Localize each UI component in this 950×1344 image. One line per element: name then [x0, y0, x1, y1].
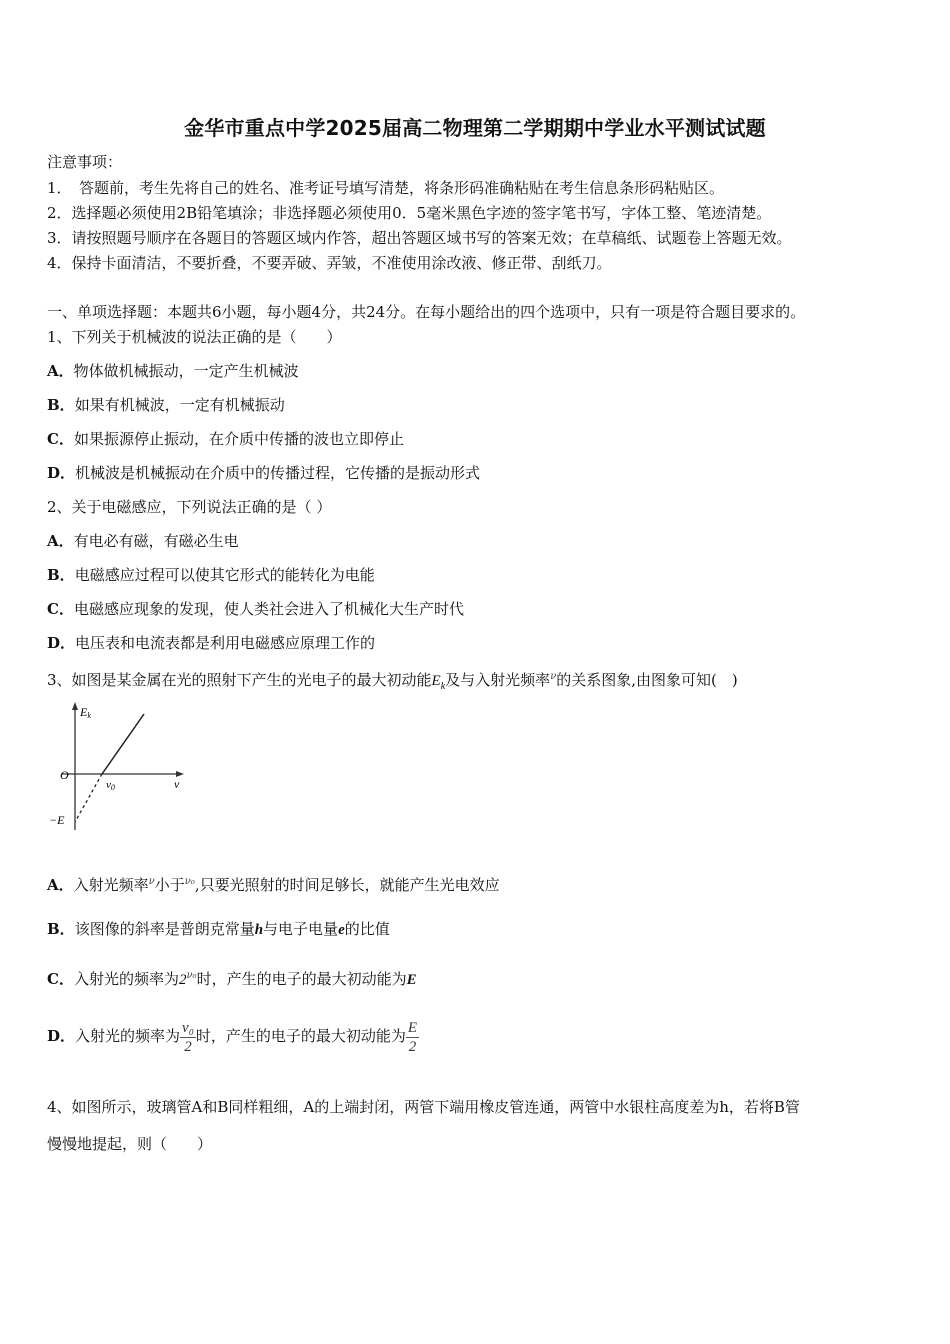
question-4-stem-line-1: 4、如图所示，玻璃管A和B同样粗细，A的上端封闭，两管下端用橡皮管连通，两管中水银柱高度差为h，若将B管	[47, 1098, 800, 1116]
option-label: D．	[47, 634, 76, 652]
question-3-option-b: B．该图像的斜率是普朗克常量h与电子电量e的比值	[47, 920, 390, 938]
ek-symbol: $E_k$	[431, 673, 446, 692]
intercept-label: ν0	[106, 779, 115, 792]
question-2-option-b	[47, 565, 910, 585]
x-axis-label: ν	[174, 777, 180, 791]
option-text: 物体做机械振动，一定产生机械波	[73, 362, 299, 380]
y-axis-label: Ek	[80, 705, 91, 720]
question-2-stem: 2、关于电磁感应，下列说法正确的是（ ）	[47, 498, 332, 516]
option-text: 如果有机械波，一定有机械振动	[74, 396, 285, 414]
question-2-option-d	[47, 633, 910, 653]
nu-symbol: ν	[148, 876, 155, 887]
page-title: 金华市重点中学2025届高二物理第二学期期中学业水平测试试题	[184, 116, 766, 140]
nu0-half-fraction: $\frac{\text{ν₀}}{2}$	[182, 1019, 194, 1055]
ek-line	[102, 714, 144, 774]
notice-item-1: 1． 答题前，考生先将自己的姓名、准考证号填写清楚，将条形码准确粘贴在考生信息条形码粘贴区。	[47, 179, 725, 197]
question-1-option-b	[47, 395, 910, 415]
ek-line-extension	[75, 774, 102, 822]
question-3-option-c: C．入射光的频率为$2^{\nu_0}$时，产生的电子的最大初动能为E	[47, 970, 417, 988]
notice-item-2: 2．选择题必须使用2B铅笔填涂；非选择题必须使用0．5毫米黑色字迹的签字笔书写，字体工整、笔迹清楚。	[47, 204, 772, 222]
option-text: 如果振源停止振动，在介质中传播的波也立即停止	[73, 430, 404, 448]
question-3-stem: 3、如图是某金属在光的照射下产生的光电子的最大初动能$E_k$及与入射光频率$^\nu$的关系图象,由图象可知( )	[47, 671, 738, 692]
question-1-option-c	[47, 429, 910, 449]
photoelectric-graph	[44, 700, 194, 835]
question-2-option-a	[47, 531, 910, 551]
question-3-option-d: D．入射光的频率为 $\frac{\text{ν₀}}{2}$ 时，产生的电子的最大初动能为 $\frac{E}{2}$	[47, 1019, 418, 1055]
nu0-symbol: ν₀	[186, 970, 197, 981]
option-label: C．	[47, 600, 74, 618]
nu0-symbol: ν₀	[184, 876, 195, 887]
option-label: C．	[47, 430, 74, 448]
nu-symbol: ν	[550, 671, 557, 682]
y-axis-arrow	[72, 702, 78, 710]
h-symbol: h	[254, 922, 264, 938]
e-half-fraction: $\frac{E}{2}$	[407, 1019, 418, 1055]
section-heading: 一、单项选择题：本题共6小题，每小题4分，共24分。在每小题给出的四个选项中，只有一项是符合题目要求的。	[47, 303, 806, 321]
notice-item-3: 3．请按照题号顺序在各题目的答题区域内作答，超出答题区域书写的答案无效；在草稿纸、试题卷上答题无效。	[47, 229, 792, 247]
option-text: 电磁感应过程可以使其它形式的能转化为电能	[74, 566, 375, 584]
option-label: D．	[47, 464, 76, 482]
option-label: A．	[47, 362, 74, 380]
e-energy-symbol: E	[406, 972, 417, 988]
option-text: 电磁感应现象的发现，使人类社会进入了机械化大生产时代	[73, 600, 464, 618]
notice-item-4: 4．保持卡面清洁，不要折叠，不要弄破、弄皱，不准使用涂改液、修正带、刮纸刀。	[47, 254, 612, 272]
question-3-option-a: A．入射光频率$^\nu$小于$^{\nu_0}$,只要光照射的时间足够长，就能产生光电效应	[47, 876, 500, 894]
negative-e-label: −E	[49, 813, 65, 827]
question-1-option-d	[47, 463, 910, 483]
option-label: B．	[47, 566, 75, 584]
option-label: B．	[47, 396, 75, 414]
question-4-stem-line-2: 慢慢地提起，则（ ）	[47, 1135, 213, 1153]
notice-heading: 注意事项：	[47, 153, 123, 171]
option-text: 有电必有磁，有磁必生电	[73, 532, 239, 550]
question-2-option-c	[47, 599, 910, 619]
option-label: A．	[47, 532, 74, 550]
option-text: 电压表和电流表都是利用电磁感应原理工作的	[75, 634, 376, 652]
two-symbol: 2	[178, 972, 187, 988]
question-1-stem: 1、下列关于机械波的说法正确的是（ ）	[47, 328, 342, 346]
e-symbol: e	[338, 922, 345, 938]
option-text: 机械波是机械振动在介质中的传播过程，它传播的是振动形式	[75, 464, 481, 482]
origin-label: O	[60, 768, 69, 782]
question-1-option-a	[47, 361, 910, 381]
